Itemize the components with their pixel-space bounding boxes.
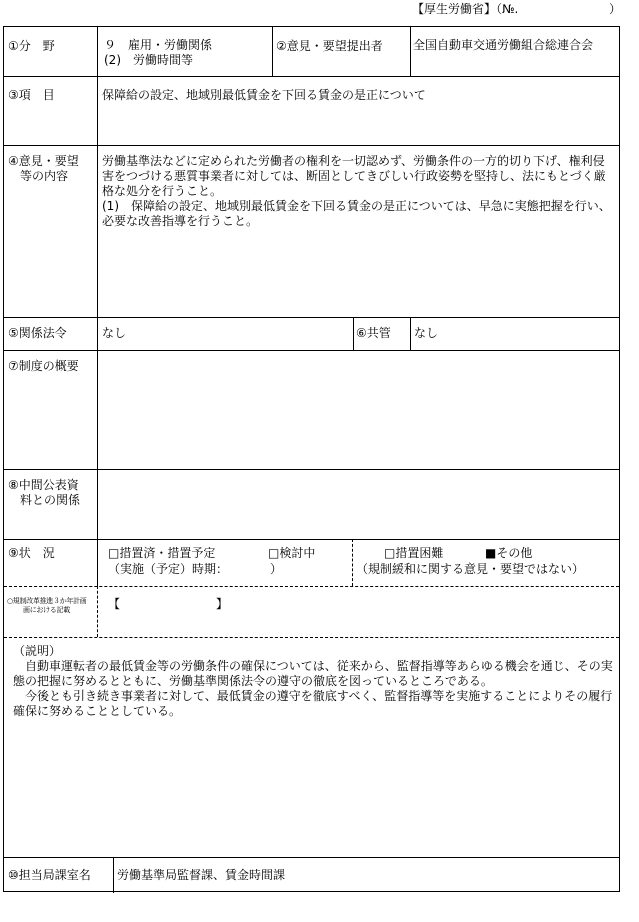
column-divider bbox=[353, 317, 354, 350]
status-label: ⑨状 況 bbox=[8, 546, 55, 560]
status-option-implemented: □措置済・措置予定 bbox=[108, 546, 216, 560]
plan-label-line2: 画における記載 bbox=[23, 606, 70, 615]
status-option-difficult: □措置困難 bbox=[384, 546, 444, 560]
plan-value: 【 】 bbox=[108, 597, 229, 611]
item-value: 保障給の設定、地域別最低賃金を下回る賃金の是正について bbox=[102, 88, 426, 102]
column-divider bbox=[97, 586, 98, 637]
form-table bbox=[3, 26, 620, 892]
number-close: ） bbox=[609, 2, 622, 16]
content-text bbox=[102, 154, 616, 229]
explanation bbox=[13, 644, 613, 719]
submitter-label: ②意見・要望提出者 bbox=[276, 39, 383, 53]
joint-value: なし bbox=[414, 326, 439, 340]
column-divider bbox=[410, 27, 411, 76]
plan-label bbox=[7, 597, 97, 615]
status-option-other-note: （規制緩和に関する意見・要望ではない） bbox=[356, 562, 585, 576]
column-divider bbox=[272, 27, 273, 76]
joint-label: ⑥共管 bbox=[356, 326, 391, 340]
explanation-paragraph: 自動車運転者の最低賃金等の労働条件の確保については、従来から、監督指導等あらゆる機会を通じ、その実態の把握に努めるとともに、労働基準関係法令の遵守の徹底を図っているところである。 bbox=[13, 659, 613, 688]
interim-label-line2: 料との関係 bbox=[20, 493, 81, 507]
office-label: ⑩担当局課室名 bbox=[8, 868, 91, 882]
explanation-paragraph: 今後とも引き続き事業者に対して、最低賃金の遵守を徹底すべく、監督指導等を実施することによりその履行確保に努めることとしている。 bbox=[13, 689, 613, 718]
column-divider bbox=[410, 317, 411, 350]
law-label: ⑤関係法令 bbox=[8, 326, 67, 340]
interim-label-line1: ⑧中間公表資 bbox=[8, 478, 79, 492]
column-divider bbox=[97, 350, 98, 586]
content-paragraph: (1) 保障給の設定、地域別最低賃金を下回る賃金の是正については、早急に実態把握を行い、必要な改善指導を行うこと。 bbox=[102, 199, 611, 228]
content-paragraph: 労働基準法などに定められた労働者の権利を一切認めず、労働条件の一方的切り下げ、権利侵害をつづける悪質事業者に対しては、断固としてきびしい行政姿勢を堅持し、法にもとづく厳格な処分を行うこと。 bbox=[102, 154, 606, 198]
status-option-implemented-date: （実施（予定）時期： ） bbox=[108, 562, 283, 576]
content-label-line2: 等の内容 bbox=[20, 169, 69, 183]
number-label: （№. bbox=[496, 2, 519, 16]
field-label: ①分 野 bbox=[8, 39, 55, 53]
system-label: ⑦制度の概要 bbox=[8, 359, 79, 373]
column-divider bbox=[352, 539, 353, 586]
ministry-label: 【厚生労働省】 bbox=[412, 2, 497, 16]
document-header bbox=[412, 2, 632, 18]
law-value: なし bbox=[102, 326, 127, 340]
content-label-line1: ④意見・要望 bbox=[8, 154, 79, 168]
row-divider bbox=[4, 857, 619, 858]
office-value: 労働基準局監督課、賃金時間課 bbox=[117, 868, 286, 882]
column-divider bbox=[113, 857, 114, 893]
status-option-reviewing: □検討中 bbox=[268, 546, 316, 560]
column-divider bbox=[97, 317, 98, 350]
item-label: ③項 目 bbox=[8, 88, 55, 102]
explanation-heading: （説明） bbox=[13, 644, 62, 658]
field-value-line1: ９ 雇用・労働関係 bbox=[104, 38, 213, 52]
row-divider bbox=[4, 637, 619, 638]
plan-label-line1: ○規制改革推進３か年計画 bbox=[7, 597, 87, 605]
submitter-value: 全国自動車交通労働組合総連合会 bbox=[413, 38, 594, 52]
column-divider bbox=[97, 27, 98, 317]
status-option-other: ■その他 bbox=[485, 546, 533, 560]
field-value-line2: (2) 労働時間等 bbox=[104, 53, 193, 67]
